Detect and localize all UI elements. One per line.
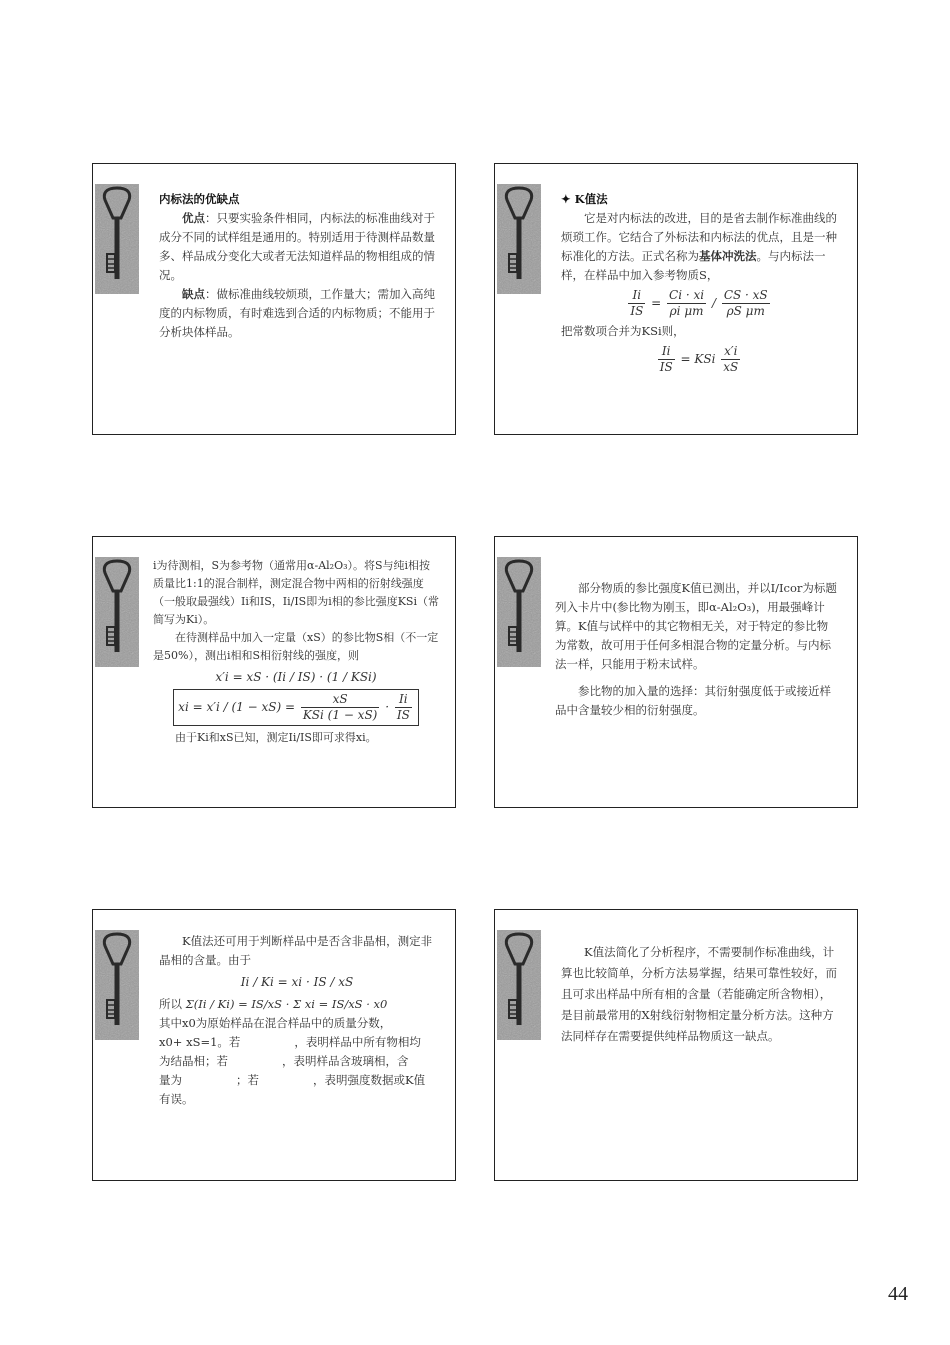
reference-amount-paragraph: 参比物的加入量的选择：其衍射强度低于或接近样品中含量较少相的衍射强度。 <box>555 684 831 717</box>
cons-paragraph <box>159 285 435 342</box>
page-number: 44 <box>888 1283 908 1305</box>
cons-label: 缺点 <box>182 287 205 301</box>
matrix-flushing-term: 基体冲洗法 <box>699 249 757 263</box>
condition-line-2: 为结晶相；若 ，表明样品含玻璃相，含 <box>159 1054 409 1068</box>
reference-addition: 在待测样品中加入一定量（xS）的参比物S相（不一定是50%），测出i相和S相衍射线的强度，则 <box>153 631 439 662</box>
pros-text: ：只要实验条件相同，内标法的标准曲线对于成分不同的试样组是通用的。特别适用于待测样品数量多、样品成分变化大或者无法知道样品的物相组成的情况。 <box>159 211 435 282</box>
cons-text: ：做标准曲线较烦琐，工作量大；需加入高纯度的内标物质，有时难选到合适的内标物质；不能用于分析块体样品。 <box>159 287 435 339</box>
amorphous-intro: K值法还可用于判断样品中是否含非晶相，测定非晶相的含量。由于 <box>159 934 433 967</box>
constant-merge-text: 把常数项合并为KSi则， <box>561 324 685 338</box>
slide-4 <box>494 536 858 808</box>
slide-3 <box>92 536 456 808</box>
slide-6-content <box>561 942 837 1047</box>
pros-paragraph <box>159 209 435 285</box>
slide-2-title: ✦ K值法 <box>561 192 608 206</box>
key-icon <box>497 184 541 294</box>
slide-4-content <box>555 579 837 720</box>
key-icon <box>497 930 541 1040</box>
slide-1 <box>92 163 456 435</box>
key-icon <box>95 184 139 294</box>
condition-line-4: 有误。 <box>159 1092 194 1106</box>
slide-5-content <box>159 932 435 1109</box>
slide-6 <box>494 909 858 1181</box>
x-prime-formula: x′i = xS · (Ii / IS) · (1 / KSi) <box>215 670 377 684</box>
key-icon <box>95 557 139 667</box>
reference-definition: i为待测相，S为参考物（通常用α-Al₂O₃）。将S与纯i相按质量比1:1的混合制样，测定混合物中两相的衍射线强度（一般取最强线）Ii和IS，Ii/IS即为i相的参比强度KSi（常简写为Ki）。 <box>153 559 439 626</box>
condition-line-1: x0+ xS=1。若 ，表明样品中所有物相均 <box>159 1035 421 1049</box>
k-value-formula: $\frac{Ii}{IS}$ = KSi $\frac{x'i}{xS}$ <box>659 344 739 374</box>
slide-1-content <box>159 190 435 342</box>
key-icon <box>95 930 139 1040</box>
slide-2-content <box>561 190 837 378</box>
slide-2 <box>494 163 858 435</box>
key-icon <box>497 557 541 667</box>
sum-formula-line: 所以 Σ(Ii / Ki) = IS/xS · Σ xi = IS/xS · x0 <box>159 997 388 1011</box>
intensity-ratio-formula: $\frac{Ii}{IS}$ = $\frac{Ci \cdot xi}{\text{ρi μm}}$ / $\frac{CS \cdot xS}{\text{ρS μm}}$ <box>630 288 768 318</box>
reference-intensity-paragraph: 部分物质的参比强度K值已测出，并以I/Icor为标题列入卡片中(参比物为刚玉，即α-Al₂O₃)，用最强峰计算。K值与试样中的其它物相无关，对于特定的参比物为常数，故可用于任何多相混合物的定量分析。与内标法一样，只能用于粉末试样。 <box>555 581 837 671</box>
slide-1-title: 内标法的优缺点 <box>159 192 240 206</box>
slide-5 <box>92 909 456 1181</box>
pros-label: 优点 <box>182 211 205 225</box>
xi-formula: xi = x′i / (1 − xS) = $\frac{xS}{\text{KSi (1 − xS)}}$ · $\frac{Ii}{IS}$ <box>153 689 439 726</box>
condition-line-3: 量为 ；若 ，表明强度数据或K值 <box>159 1073 426 1087</box>
x0-definition: 其中x0为原始样品在混合样品中的质量分数， <box>159 1016 392 1030</box>
slide-3-content <box>153 557 439 747</box>
k-method-paragraph: 它是对内标法的改进，目的是省去制作标准曲线的烦琐工作。它结合了外标法和内标法的优点，且是一种标准化的方法。正式名称为基体冲洗法。与内标法一样，在样品中加入参考物质S， <box>561 211 837 282</box>
conclusion-text: 由于Ki和xS已知，测定Ii/IS即可求得xi。 <box>175 731 377 744</box>
ratio-formula: Ii / Ki = xi · IS / xS <box>240 975 354 989</box>
k-method-summary: K值法简化了分析程序，不需要制作标准曲线，计算也比较简单，分析方法易掌握，结果可靠性较好，而且可求出样品中所有相的含量（若能确定所含物相），是目前最常用的X射线衍射物相定量分析方法。这种方法同样存在需要提供纯样品物质这一缺点。 <box>561 945 837 1043</box>
